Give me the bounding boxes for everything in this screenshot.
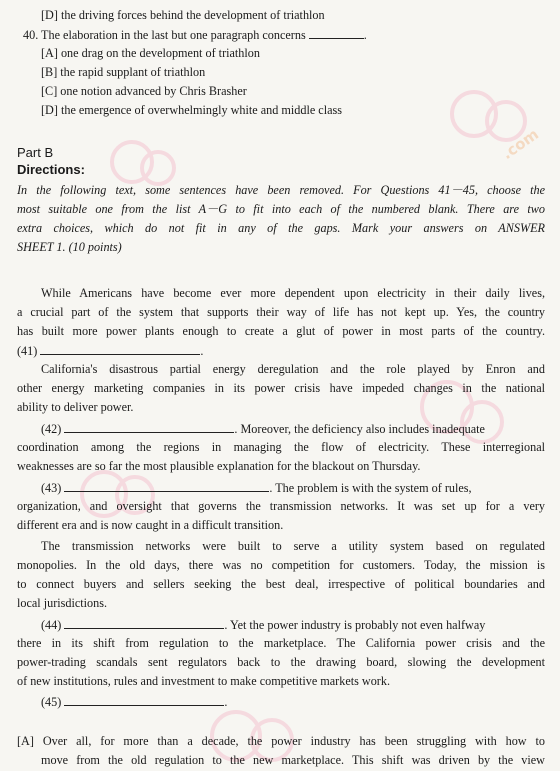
gap-41: (41) .: [17, 344, 204, 358]
passage-line: other energy marketing companies in its power crisis have impeded changes in the national: [17, 381, 545, 395]
passage-line: . The problem is with the system of rules,: [269, 481, 472, 495]
gap-number: (44): [41, 618, 62, 632]
watermark-logo: .com: [440, 80, 550, 170]
gap-number: (42): [41, 422, 62, 436]
section-title: Part B: [17, 145, 54, 160]
passage-line: . Yet the power industry is probably not even halfway: [224, 618, 486, 632]
passage-line: power-trading scandals sent regulators back to the drawing board, slowing the development: [17, 655, 545, 669]
q40-option-c: [C] one notion advanced by Chris Brasher: [41, 84, 247, 98]
answer-blank: [64, 420, 234, 433]
gap-number: (41): [17, 344, 38, 358]
passage-line: there in its shift from regulation to the marketplace. The California power crisis and the: [17, 636, 545, 650]
q40-stem: [23, 26, 367, 43]
directions-line: extra choices, which do not fit in any of the gaps. Mark your answers on ANSWER: [17, 221, 545, 235]
passage-line: The transmission networks were built to serve a utility system based on regulated: [41, 539, 545, 553]
passage-line: weaknesses are so far the most plausible explanation for the blackout on Thursday.: [17, 459, 421, 473]
passage-line: organization, and oversight that governs the transmission networks. It was set up for a very: [17, 499, 545, 513]
gap-number: (45): [41, 695, 62, 709]
passage-line: a crucial part of the system that supports their way of life has not kept up. Yes, the country: [17, 305, 545, 319]
q40-option-a: [A] one drag on the development of triathlon: [41, 46, 260, 60]
answer-blank: [64, 693, 224, 706]
passage-line: . Moreover, the deficiency also includes inadequate: [234, 422, 485, 436]
passage-line: monopolies. In the old days, there was no competition for customers. Today, the mission is: [17, 558, 545, 572]
answer-blank: [309, 26, 364, 39]
passage-line: to connect buyers and sellers seeking the best deal, irrespective of political boundaries and: [17, 577, 545, 591]
q39-option-d: [D] the driving forces behind the development of triathlon: [41, 8, 325, 22]
q40-stem-end: .: [363, 28, 367, 42]
directions-line: In the following text, some sentences have been removed. For Questions 41－45, choose the: [17, 183, 545, 197]
gap-44: [41, 616, 485, 633]
gap-45: (45) .: [41, 695, 228, 709]
gap-number: (43): [41, 481, 62, 495]
passage-line: of new institutions, rules and investment to make competitive markets work.: [17, 674, 390, 688]
passage-line: While Americans have become ever more dependent upon electricity in their daily lives,: [41, 286, 545, 300]
answer-blank: [40, 342, 200, 355]
passage-line: local jurisdictions.: [17, 596, 108, 610]
passage-line: different era and is now caught in a difficult transition.: [17, 518, 284, 532]
choice-a-line: [A] Over all, for more than a decade, the power industry has been struggling with how to: [17, 734, 545, 748]
answer-blank: [64, 616, 224, 629]
q40-stem-text: 40. The elaboration in the last but one paragraph concerns: [23, 28, 306, 42]
gap-42: [41, 420, 485, 437]
directions-line: SHEET 1. (10 points): [17, 240, 122, 254]
gap-43: [41, 479, 472, 496]
q40-option-b: [B] the rapid supplant of triathlon: [41, 65, 206, 79]
q40-option-d: [D] the emergence of overwhelmingly white and middle class: [41, 103, 342, 117]
answer-blank: [64, 479, 269, 492]
passage-line: ability to deliver power.: [17, 400, 134, 414]
directions-line: most suitable one from the list A－G to fit into each of the numbered blank. There are two: [17, 202, 545, 216]
passage-line: has built more power plants enough to create a glut of power in most parts of the country.: [17, 324, 545, 338]
passage-line: coordination among the regions in managing the flow of electricity. These interregional: [17, 440, 545, 454]
choice-a-line: move from the old regulation to the new marketplace. This shift was driven by the view: [41, 753, 545, 767]
directions-label: Directions:: [17, 162, 85, 177]
passage-line: California's disastrous partial energy deregulation and the role played by Enron and: [41, 362, 545, 376]
